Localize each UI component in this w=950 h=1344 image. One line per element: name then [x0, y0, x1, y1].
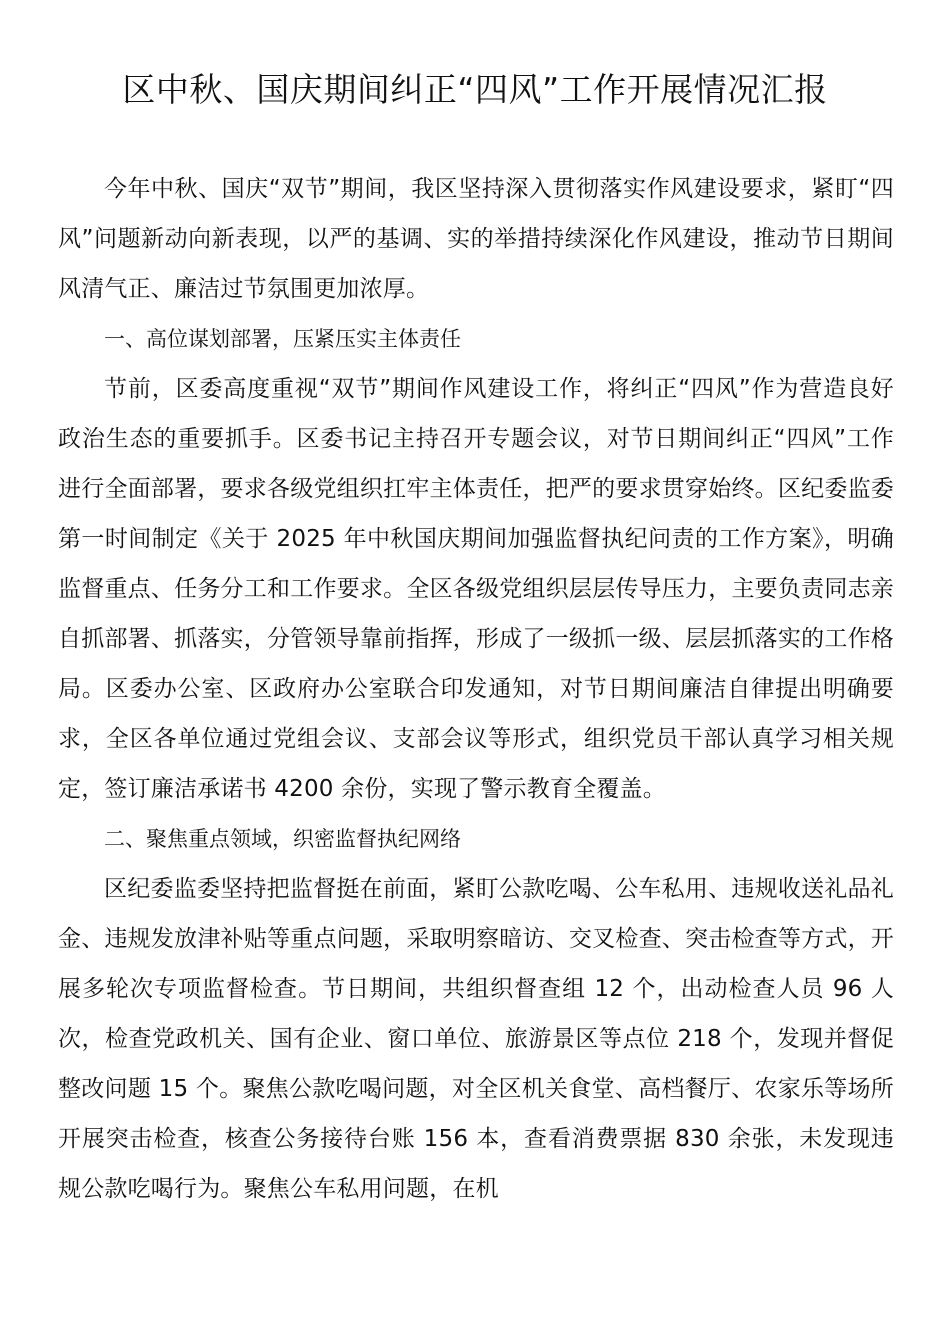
section-heading-2: 二、聚焦重点领域，织密监督执纪网络: [104, 827, 461, 851]
section-2-paragraph: 区纪委监委坚持把监督挺在前面，紧盯公款吃喝、公车私用、违规收送礼品礼金、违规发放津补贴等重点问题，采取明察暗访、交叉检查、突击检查等方式，开展多轮次专项监督检查。节日期间，共组织督查组 12 个，出动检查人员 96 人次，检查党政机关、国有企业、窗口单位、旅游景区等点位 218 个，发现并督促整改问题 15 个。聚焦公款吃喝问题，对全区机关食堂、高档餐厅、农家乐等场所开展突击检查，核查公务接待台账 156 本，查看消费票据 830 余张，未发现违规公款吃喝行为。聚焦公车私用问题，在机: [58, 876, 894, 1202]
document-title: 区中秋、国庆期间纠正“四风”工作开展情况汇报: [122, 70, 828, 109]
document-body: [58, 164, 894, 1214]
intro-paragraph: 今年中秋、国庆“双节”期间，我区坚持深入贯彻落实作风建设要求，紧盯“四风”问题新动向新表现，以严的基调、实的举措持续深化作风建设，推动节日期间风清气正、廉洁过节氛围更加浓厚。: [58, 176, 894, 302]
section-1-paragraph: 节前，区委高度重视“双节”期间作风建设工作，将纠正“四风”作为营造良好政治生态的重要抓手。区委书记主持召开专题会议，对节日期间纠正“四风”工作进行全面部署，要求各级党组织扛牢主体责任，把严的要求贯穿始终。区纪委监委第一时间制定《关于 2025 年中秋国庆期间加强监督执纪问责的工作方案》，明确监督重点、任务分工和工作要求。全区各级党组织层层传导压力，主要负责同志亲自抓部署、抓落实，分管领导靠前指挥，形成了一级抓一级、层层抓落实的工作格局。区委办公室、区政府办公室联合印发通知，对节日期间廉洁自律提出明确要求，全区各单位通过党组会议、支部会议等形式，组织党员干部认真学习相关规定，签订廉洁承诺书 4200 余份，实现了警示教育全覆盖。: [58, 376, 894, 802]
section-heading-1: 一、高位谋划部署，压紧压实主体责任: [104, 327, 461, 351]
